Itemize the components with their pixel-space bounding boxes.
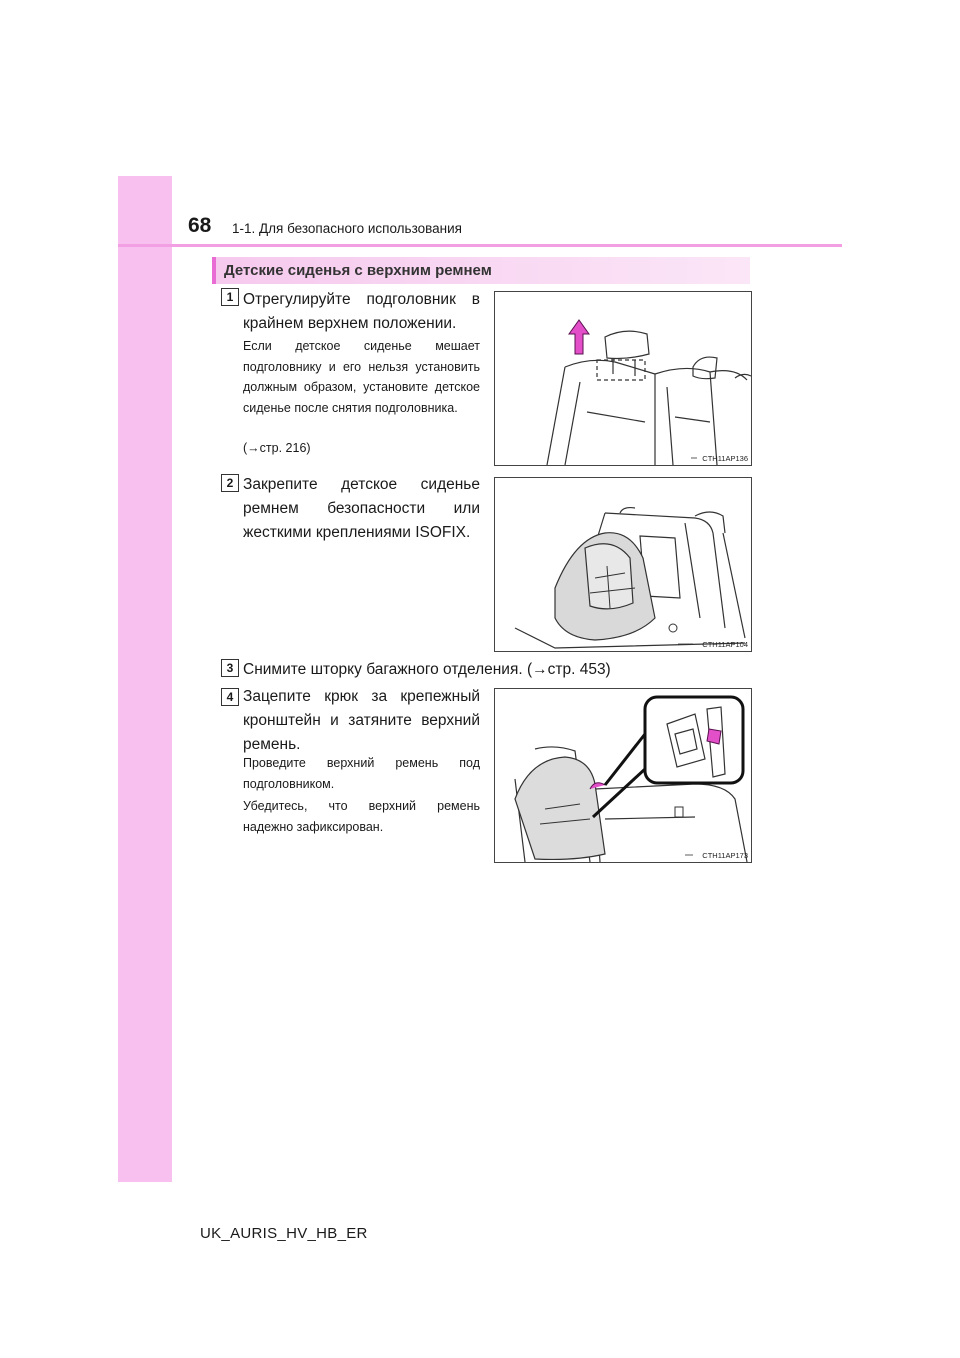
figure-code: CTH11AP104 <box>702 640 748 649</box>
headrest-illustration <box>495 292 751 465</box>
step-1-text: Отрегулируйте подголовник в крайнем верхнем положении. <box>243 291 480 332</box>
figure-top-tether <box>494 688 752 863</box>
section-title: Детские сиденья с верхним ремнем <box>224 262 492 279</box>
page-number: 68 <box>188 214 212 237</box>
tether-hook-icon <box>707 729 721 744</box>
figure-code: CTH11AP136 <box>702 454 748 463</box>
figure-child-seat <box>494 477 752 652</box>
section-heading <box>212 257 750 284</box>
step-4-number: 4 <box>221 688 239 706</box>
figure-headrest <box>494 291 752 466</box>
step-2-number: 2 <box>221 474 239 492</box>
top-tether-illustration <box>495 689 751 862</box>
header-rule <box>118 244 842 247</box>
zoom-inset <box>645 697 743 783</box>
step-3-text: Снимите шторку багажного отделения. (→стр. 453) <box>243 661 611 678</box>
chapter-title: 1-1. Для безопасного использования <box>232 221 462 236</box>
step-4-note-2: Убедитесь, что верхний ремень надежно зафиксирован. <box>243 799 480 834</box>
section-accent <box>212 257 216 284</box>
step-4-note-1: Проведите верхний ремень под подголовником. <box>243 756 480 791</box>
arrow-up-icon <box>569 320 589 354</box>
step-1-note: Если детское сиденье мешает подголовнику и его нельзя установить должным образом, установите детское сиденье после снятия подголовника. <box>243 339 480 415</box>
figure-code: CTH11AP173 <box>702 851 748 860</box>
step-1-ref: (→стр. 216) <box>243 441 311 455</box>
child-seat-illustration <box>495 478 751 651</box>
step-2-text: Закрепите детское сиденье ремнем безопасности или жесткими креплениями ISOFIX. <box>243 476 480 541</box>
step-4-text: Зацепите крюк за крепежный кронштейн и затяните верхний ремень. <box>243 688 480 753</box>
step-3-number: 3 <box>221 659 239 677</box>
footer-doc-code: UK_AURIS_HV_HB_ER <box>200 1225 368 1242</box>
side-band <box>118 176 172 1182</box>
step-1-number: 1 <box>221 288 239 306</box>
